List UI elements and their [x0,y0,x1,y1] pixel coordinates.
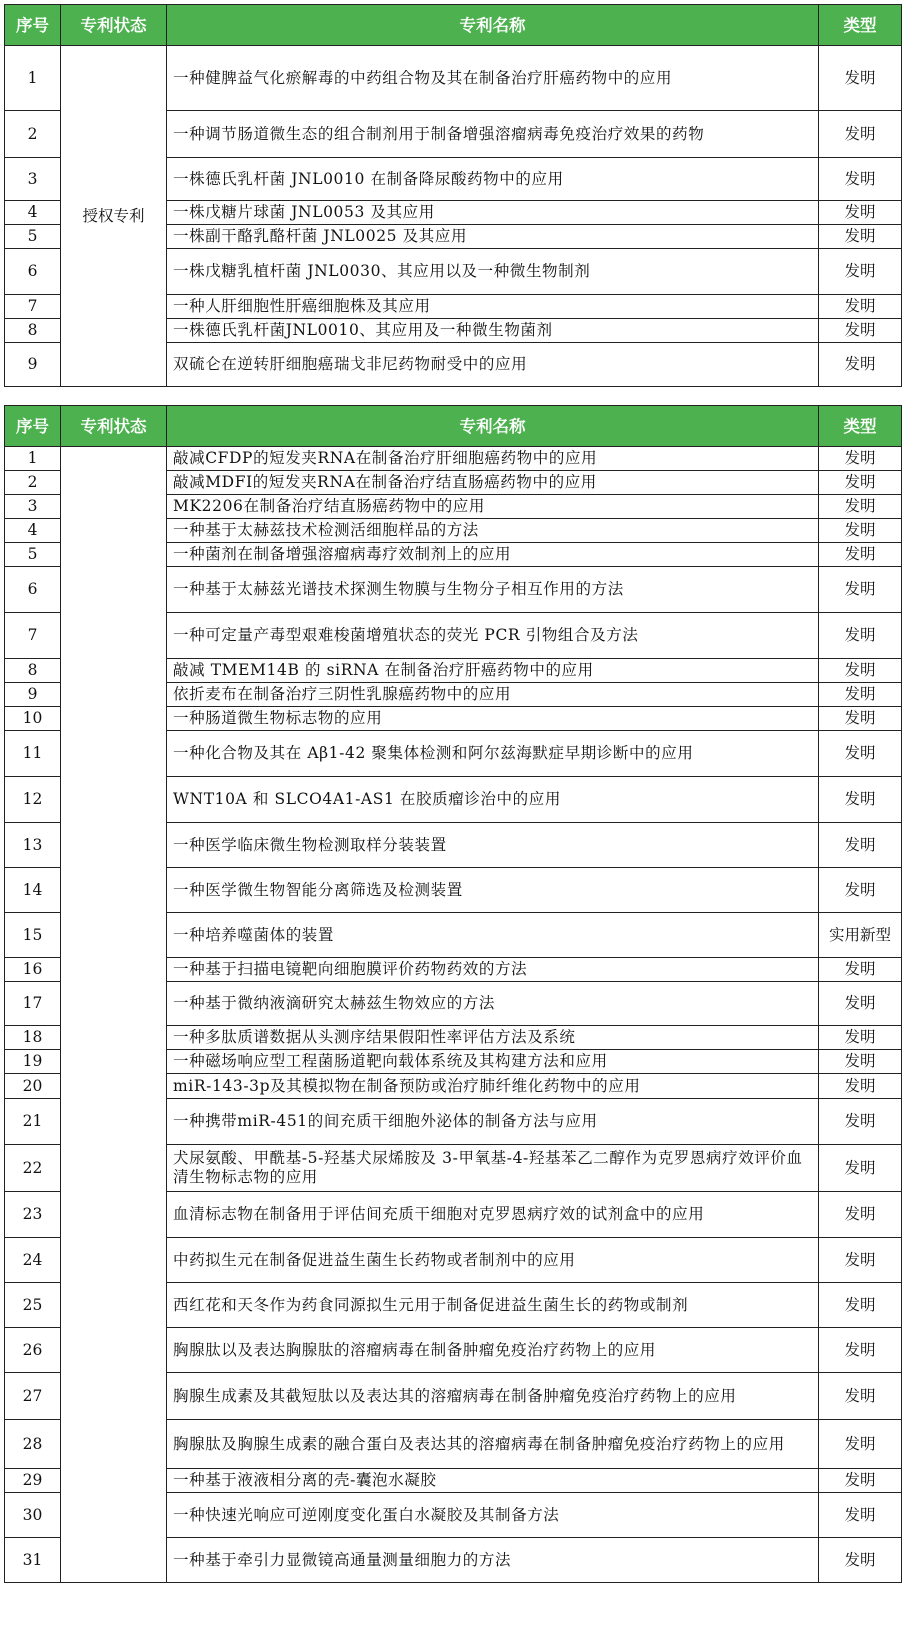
patent-type: 发明 [819,46,902,111]
patent-type: 发明 [819,868,902,913]
header-seq: 序号 [5,5,61,46]
row-number: 23 [5,1192,61,1238]
patent-name: 胸腺肽以及表达胸腺肽的溶瘤病毒在制备肿瘤免疫治疗药物上的应用 [167,1328,819,1373]
patent-type: 发明 [819,1192,902,1238]
patent-type: 发明 [819,343,902,387]
patent-type: 发明 [819,471,902,495]
patent-type: 发明 [819,158,902,201]
patent-type: 发明 [819,319,902,343]
granted-patents-table [4,4,902,387]
patent-name: 一种培养噬菌体的装置 [167,913,819,958]
row-number: 2 [5,471,61,495]
row-number: 20 [5,1074,61,1099]
row-number: 16 [5,958,61,982]
patent-type: 发明 [819,683,902,707]
row-number: 7 [5,295,61,319]
row-number: 9 [5,343,61,387]
patent-type: 发明 [819,295,902,319]
row-number: 12 [5,777,61,823]
row-number: 8 [5,319,61,343]
header-status: 专利状态 [61,406,167,447]
patent-type: 发明 [819,823,902,868]
patent-type: 发明 [819,1050,902,1074]
patent-name: 依折麦布在制备治疗三阴性乳腺癌药物中的应用 [167,683,819,707]
row-number: 3 [5,158,61,201]
patent-type: 发明 [819,1026,902,1050]
patent-type: 发明 [819,659,902,683]
row-number: 31 [5,1538,61,1583]
patent-type: 发明 [819,1493,902,1538]
patent-name: 犬尿氨酸、甲酰基-5-羟基犬尿烯胺及 3-甲氧基-4-羟基苯乙二醇作为克罗恩病疗效评价血清生物标志物的应用 [167,1145,819,1192]
patent-type: 发明 [819,519,902,543]
patent-name: 敲减MDFI的短发夹RNA在制备治疗结直肠癌药物中的应用 [167,471,819,495]
header-name: 专利名称 [167,406,819,447]
patent-name: 胸腺肽及胸腺生成素的融合蛋白及表达其的溶瘤病毒在制备肿瘤免疫治疗药物上的应用 [167,1420,819,1469]
row-number: 3 [5,495,61,519]
patent-type: 发明 [819,1145,902,1192]
patent-name: 一种基于太赫兹光谱技术探测生物膜与生物分子相互作用的方法 [167,567,819,613]
patent-name: 一种肠道微生物标志物的应用 [167,707,819,731]
patent-name: 一种化合物及其在 Aβ1-42 聚集体检测和阿尔兹海默症早期诊断中的应用 [167,731,819,777]
patent-name: 一种医学临床微生物检测取样分装装置 [167,823,819,868]
patent-name: miR-143-3p及其模拟物在制备预防或治疗肺纤维化药物中的应用 [167,1074,819,1099]
header-status: 专利状态 [61,5,167,46]
header-seq: 序号 [5,406,61,447]
row-number: 29 [5,1469,61,1493]
row-number: 5 [5,543,61,567]
row-number: 28 [5,1420,61,1469]
pending-patents-table [4,405,902,1583]
row-number: 6 [5,567,61,613]
table-header-row [5,406,902,447]
row-number: 5 [5,225,61,249]
patent-type: 发明 [819,111,902,158]
patent-name: 一种调节肠道微生态的组合制剂用于制备增强溶瘤病毒免疫治疗效果的药物 [167,111,819,158]
row-number: 26 [5,1328,61,1373]
row-number: 17 [5,982,61,1026]
row-number: 1 [5,447,61,471]
table-header-row [5,5,902,46]
patent-type: 发明 [819,707,902,731]
patent-type: 发明 [819,731,902,777]
patent-type: 发明 [819,1420,902,1469]
patent-type: 实用新型 [819,913,902,958]
patent-name: 胸腺生成素及其截短肽以及表达其的溶瘤病毒在制备肿瘤免疫治疗药物上的应用 [167,1373,819,1420]
patent-name: 血清标志物在制备用于评估间充质干细胞对克罗恩病疗效的试剂盒中的应用 [167,1192,819,1238]
patent-name: 一种健脾益气化瘀解毒的中药组合物及其在制备治疗肝癌药物中的应用 [167,46,819,111]
row-number: 30 [5,1493,61,1538]
row-number: 6 [5,249,61,295]
header-type: 类型 [819,5,902,46]
patent-type: 发明 [819,1538,902,1583]
header-name: 专利名称 [167,5,819,46]
row-number: 11 [5,731,61,777]
patent-name: 一种人肝细胞性肝癌细胞株及其应用 [167,295,819,319]
table-row [5,46,902,111]
patent-name: 双硫仑在逆转肝细胞癌瑞戈非尼药物耐受中的应用 [167,343,819,387]
patent-status-cell [61,447,167,1583]
row-number: 13 [5,823,61,868]
patent-name: 西红花和天冬作为药食同源拟生元用于制备促进益生菌生长的药物或制剂 [167,1283,819,1328]
row-number: 15 [5,913,61,958]
patent-type: 发明 [819,982,902,1026]
patent-name: 一株德氏乳杆菌JNL0010、其应用及一种微生物菌剂 [167,319,819,343]
patent-name: 敲减 TMEM14B 的 siRNA 在制备治疗肝癌药物中的应用 [167,659,819,683]
patent-status-cell: 授权专利 [61,46,167,387]
row-number: 10 [5,707,61,731]
row-number: 1 [5,46,61,111]
patent-type: 发明 [819,495,902,519]
patent-type: 发明 [819,1238,902,1283]
row-number: 25 [5,1283,61,1328]
patent-type: 发明 [819,777,902,823]
patent-type: 发明 [819,1074,902,1099]
patent-type: 发明 [819,1099,902,1145]
header-type: 类型 [819,406,902,447]
patent-name: 中药拟生元在制备促进益生菌生长药物或者制剂中的应用 [167,1238,819,1283]
patent-name: 一株德氏乳杆菌 JNL0010 在制备降尿酸药物中的应用 [167,158,819,201]
patent-name: 一种基于扫描电镜靶向细胞膜评价药物药效的方法 [167,958,819,982]
patent-name: 敲减CFDP的短发夹RNA在制备治疗肝细胞癌药物中的应用 [167,447,819,471]
table-row [5,447,902,471]
patent-type: 发明 [819,543,902,567]
patent-name: 一种可定量产毒型艰难梭菌增殖状态的荧光 PCR 引物组合及方法 [167,613,819,659]
patent-type: 发明 [819,567,902,613]
patent-name: 一株戊糖片球菌 JNL0053 及其应用 [167,201,819,225]
patent-type: 发明 [819,613,902,659]
patent-name: 一种基于微纳液滴研究太赫兹生物效应的方法 [167,982,819,1026]
patent-name: 一种基于牵引力显微镜高通量测量细胞力的方法 [167,1538,819,1583]
row-number: 2 [5,111,61,158]
patent-type: 发明 [819,447,902,471]
patent-name: 一种磁场响应型工程菌肠道靶向载体系统及其构建方法和应用 [167,1050,819,1074]
row-number: 9 [5,683,61,707]
patent-name: 一种多肽质谱数据从头测序结果假阳性率评估方法及系统 [167,1026,819,1050]
patent-type: 发明 [819,201,902,225]
patent-name: 一种基于太赫兹技术检测活细胞样品的方法 [167,519,819,543]
patent-name: 一株副干酪乳酪杆菌 JNL0025 及其应用 [167,225,819,249]
patent-name: 一株戊糖乳植杆菌 JNL0030、其应用以及一种微生物制剂 [167,249,819,295]
row-number: 19 [5,1050,61,1074]
patent-name: WNT10A 和 SLCO4A1-AS1 在胶质瘤诊治中的应用 [167,777,819,823]
patent-name: 一种快速光响应可逆刚度变化蛋白水凝胶及其制备方法 [167,1493,819,1538]
patent-name: 一种基于液液相分离的壳-囊泡水凝胶 [167,1469,819,1493]
patent-type: 发明 [819,225,902,249]
patent-type: 发明 [819,1469,902,1493]
row-number: 8 [5,659,61,683]
patent-type: 发明 [819,1283,902,1328]
patent-type: 发明 [819,1328,902,1373]
row-number: 7 [5,613,61,659]
row-number: 21 [5,1099,61,1145]
patent-name: MK2206在制备治疗结直肠癌药物中的应用 [167,495,819,519]
row-number: 22 [5,1145,61,1192]
row-number: 27 [5,1373,61,1420]
row-number: 18 [5,1026,61,1050]
row-number: 4 [5,201,61,225]
patent-type: 发明 [819,1373,902,1420]
patent-name: 一种携带miR-451的间充质干细胞外泌体的制备方法与应用 [167,1099,819,1145]
patent-type: 发明 [819,249,902,295]
patent-name: 一种菌剂在制备增强溶瘤病毒疗效制剂上的应用 [167,543,819,567]
patent-type: 发明 [819,958,902,982]
row-number: 14 [5,868,61,913]
row-number: 24 [5,1238,61,1283]
patent-name: 一种医学微生物智能分离筛选及检测装置 [167,868,819,913]
row-number: 4 [5,519,61,543]
